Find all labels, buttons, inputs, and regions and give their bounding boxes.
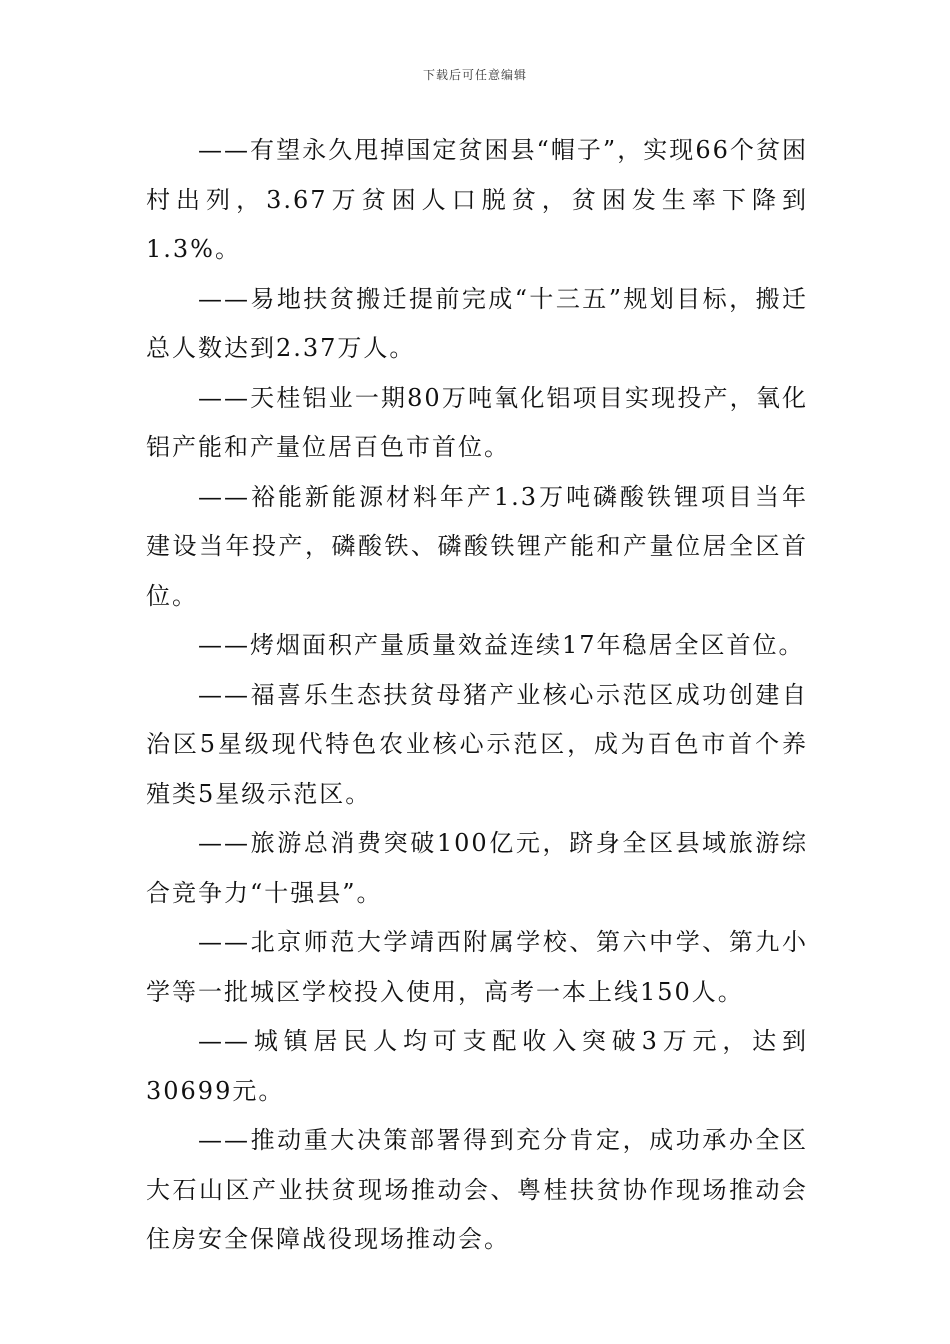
- paragraph: ——北京师范大学靖西附属学校、第六中学、第九小学等一批城区学校投入使用，高考一本上线150人。: [146, 928, 808, 1006]
- paragraph: ——城镇居民人均可支配收入突破3万元，达到30699元。: [146, 1027, 808, 1105]
- header-note: 下载后可任意编辑: [422, 68, 527, 82]
- paragraph: ——推动重大决策部署得到充分肯定，成功承办全区大石山区产业扶贫现场推动会、粤桂扶贫协作现场推动会住房安全保障战役现场推动会。: [146, 1126, 808, 1253]
- paragraph: ——裕能新能源材料年产1.3万吨磷酸铁锂项目当年建设当年投产，磷酸铁、磷酸铁锂产能和产量位居全区首位。: [146, 482, 808, 610]
- paragraph: ——旅游总消费突破100亿元，跻身全区县域旅游综合竞争力“十强县”。: [146, 829, 808, 907]
- paragraph: ——有望永久甩掉国定贫困县“帽子”，实现66个贫困村出列，3.67万贫困人口脱贫，贫困发生率下降到1.3%。: [146, 136, 808, 263]
- paragraph: ——烤烟面积产量质量效益连续17年稳居全区首位。: [198, 631, 805, 659]
- paragraph: ——天桂铝业一期80万吨氧化铝项目实现投产，氧化铝产能和产量位居百色市首位。: [146, 383, 808, 461]
- paragraph: ——易地扶贫搬迁提前完成“十三五”规划目标，搬迁总人数达到2.37万人。: [146, 284, 808, 362]
- paragraph: ——福喜乐生态扶贫母猪产业核心示范区成功创建自治区5星级现代特色农业核心示范区，成为百色市首个养殖类5星级示范区。: [146, 680, 808, 808]
- document-body: [146, 126, 808, 1265]
